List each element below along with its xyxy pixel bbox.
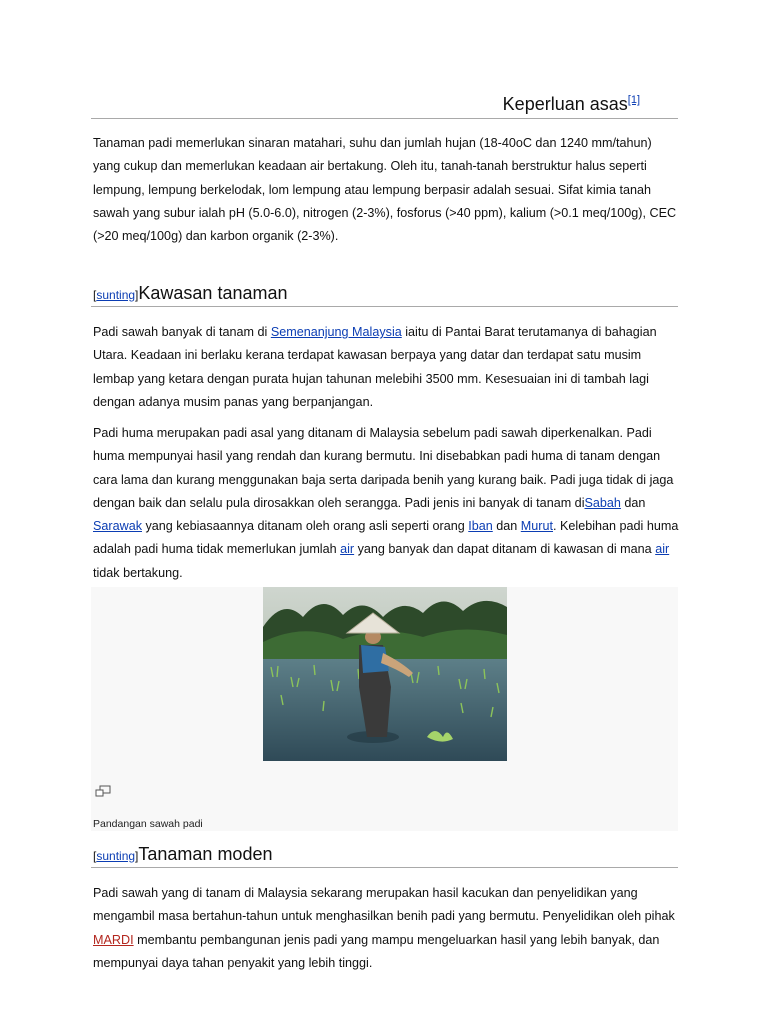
edit-bracket-close: ] bbox=[135, 288, 139, 302]
edit-link-kawasan[interactable]: sunting bbox=[96, 288, 136, 302]
link-air[interactable]: air bbox=[340, 542, 355, 557]
text-run: tidak bertakung. bbox=[93, 565, 183, 580]
text-run: dan bbox=[620, 495, 646, 510]
reference-link[interactable]: [1] bbox=[627, 94, 640, 106]
paragraph-keperluan: Tanaman padi memerlukan sinaran matahari, suhu dan jumlah hujan (18-40oC dan 1240 mm/tahun) yang cukup dan memerlukan keadaan air bertakung. Oleh itu, tanah-tanah berstruktur halus seperti lempung, lempung berkelodak, lom lempung atau lempung berpasir adalah sesuai. Sifat kimia tanah sawah yang subur ialah pH (5.0-6.0), nitrogen (2-3%), fosforus (>40 ppm), kalium (>0.1 meq/100g), CEC (>20 meq/100g) dan karbon organik (2-3%). bbox=[93, 136, 677, 244]
text-run: . Kelebihan padi huma adalah padi huma tidak memerlukan jumlah bbox=[93, 519, 679, 557]
heading-tanaman-moden bbox=[93, 844, 272, 865]
text-run: Padi sawah banyak di tanam di bbox=[93, 325, 271, 339]
link-murut[interactable]: Murut bbox=[520, 519, 553, 534]
edit-bracket-close: ] bbox=[135, 849, 139, 863]
heading-text: Keperluan asas bbox=[502, 94, 628, 114]
rice-field-illustration bbox=[263, 587, 507, 761]
paragraph-padi-huma bbox=[93, 422, 679, 585]
paragraph-tanaman-moden bbox=[93, 882, 679, 975]
link-sabah[interactable]: Sabah bbox=[584, 495, 621, 510]
link-semenanjung-malaysia[interactable]: Semenanjung Malaysia bbox=[270, 325, 402, 339]
edit-link-tanaman-moden[interactable]: sunting bbox=[96, 849, 136, 863]
link-iban[interactable]: Iban bbox=[468, 519, 493, 534]
link-mardi[interactable]: MARDI bbox=[93, 932, 134, 947]
link-sarawak[interactable]: Sarawak bbox=[93, 519, 142, 534]
text-run: Padi huma merupakan padi asal yang ditanam di Malaysia sebelum padi sawah diperkenalkan. Padi huma mempunyai hasil yang rendah dan kurang bermutu. Ini disebabkan padi huma di tanam dengan cara lama dan kurang menggunakan baja serta daripada benih yang kurang baik. Padi juga tidak di jaga dengan baik dan selalu pula dirosakkan oleh serangga. Padi jenis ini banyak di tanam di bbox=[93, 426, 674, 510]
figure-caption: Pandangan sawah padi bbox=[93, 818, 203, 830]
heading-keperluan-asas bbox=[503, 90, 640, 115]
text-run: yang kebiasaannya ditanam oleh orang asli seperti orang bbox=[142, 519, 469, 534]
paragraph-padi-sawah bbox=[93, 321, 679, 414]
link-air-2[interactable]: air bbox=[655, 542, 670, 557]
section-divider bbox=[91, 306, 678, 307]
edit-bracket-open: [ bbox=[93, 288, 97, 302]
text-run: Padi sawah yang di tanam di Malaysia sekarang merupakan hasil kacukan dan penyelidikan yang mengambil masa bertahun-tahun untuk menghasilkan benih padi yang bermutu. Penyelidikan oleh pihak bbox=[93, 886, 675, 924]
section-title: Tanaman moden bbox=[138, 844, 273, 864]
text-run: yang banyak dan dapat ditanam di kawasan di mana bbox=[354, 542, 656, 557]
edit-bracket-open: [ bbox=[93, 849, 97, 863]
heading-divider bbox=[91, 118, 678, 119]
magnify-clip-icon[interactable] bbox=[95, 784, 111, 796]
rice-field-photo[interactable] bbox=[263, 587, 507, 761]
section-divider bbox=[91, 867, 678, 868]
heading-kawasan-tanaman bbox=[93, 283, 288, 304]
text-run: membantu pembangunan jenis padi yang mampu mengeluarkan hasil yang lebih banyak, dan mempunyai daya tahan penyakit yang lebih tinggi. bbox=[93, 932, 660, 970]
text-run: dan bbox=[492, 519, 521, 534]
section-title: Kawasan tanaman bbox=[138, 283, 288, 303]
figure-rice-field bbox=[91, 587, 678, 831]
magnify-clip-svg bbox=[95, 785, 111, 797]
text-run: iaitu di Pantai Barat terutamanya di bahagian Utara. Keadaan ini berlaku kerana terdapat kawasan berpaya yang datar dan terdapat satu musim lembap yang ketara dengan purata hujan tahunan melebihi 3500 mm. Kesesuaian ini di tambah lagi dengan adanya musim panas yang berpanjangan. bbox=[93, 325, 657, 409]
